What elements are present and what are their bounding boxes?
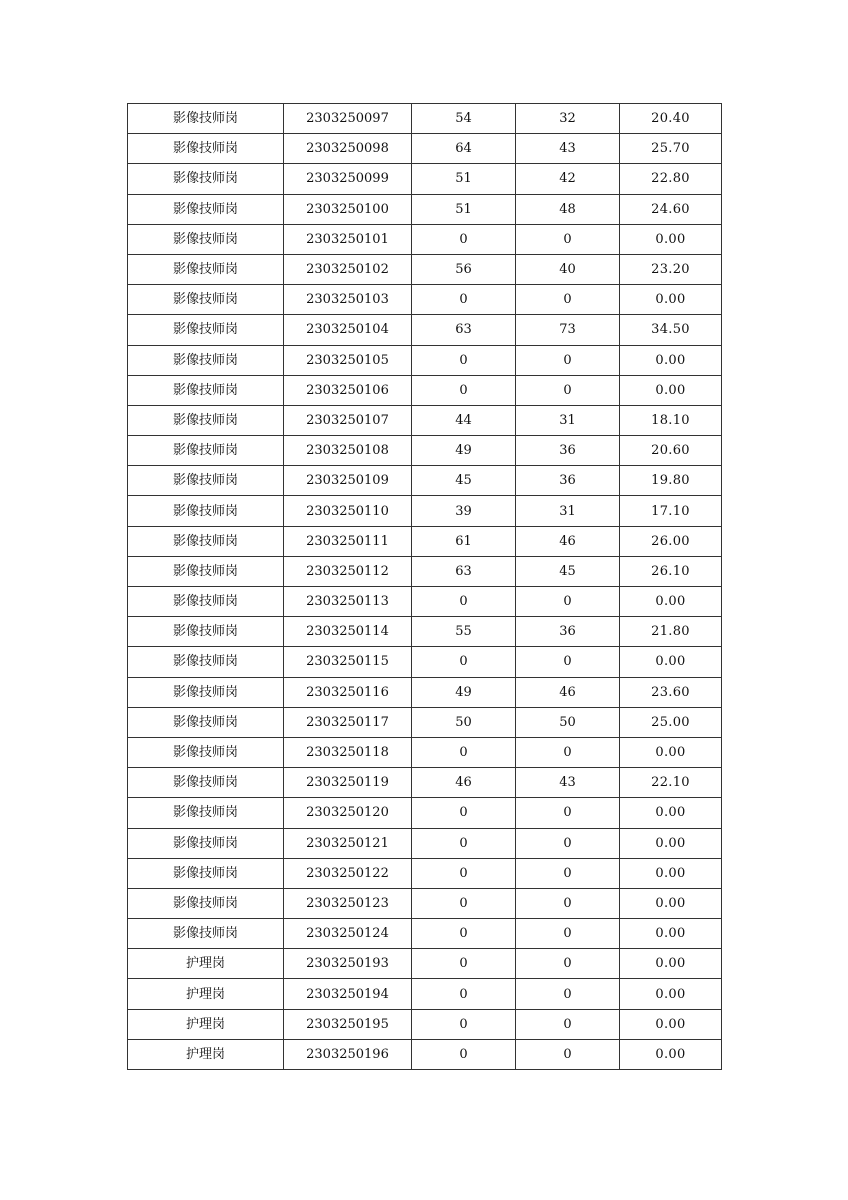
cell-candidate-id: 2303250122 bbox=[284, 858, 412, 888]
table-row bbox=[128, 1039, 722, 1069]
table-row bbox=[128, 526, 722, 556]
cell-candidate-id: 2303250100 bbox=[284, 194, 412, 224]
table-row bbox=[128, 737, 722, 767]
cell-score-a: 49 bbox=[412, 677, 516, 707]
table-row bbox=[128, 405, 722, 435]
cell-score-a: 0 bbox=[412, 798, 516, 828]
cell-candidate-id: 2303250106 bbox=[284, 375, 412, 405]
cell-score-b: 0 bbox=[516, 1039, 620, 1069]
cell-candidate-id: 2303250108 bbox=[284, 436, 412, 466]
cell-candidate-id: 2303250115 bbox=[284, 647, 412, 677]
cell-post: 影像技师岗 bbox=[128, 436, 284, 466]
cell-score-b: 36 bbox=[516, 436, 620, 466]
table-row bbox=[128, 979, 722, 1009]
table-row bbox=[128, 1009, 722, 1039]
table-row bbox=[128, 466, 722, 496]
cell-score-b: 48 bbox=[516, 194, 620, 224]
cell-total: 0.00 bbox=[620, 828, 722, 858]
table-row bbox=[128, 345, 722, 375]
cell-post: 影像技师岗 bbox=[128, 768, 284, 798]
table-row bbox=[128, 375, 722, 405]
cell-candidate-id: 2303250112 bbox=[284, 556, 412, 586]
cell-total: 25.00 bbox=[620, 707, 722, 737]
cell-total: 0.00 bbox=[620, 285, 722, 315]
cell-score-b: 0 bbox=[516, 919, 620, 949]
cell-post: 影像技师岗 bbox=[128, 345, 284, 375]
cell-score-b: 0 bbox=[516, 858, 620, 888]
cell-score-b: 0 bbox=[516, 828, 620, 858]
cell-score-a: 0 bbox=[412, 345, 516, 375]
cell-post: 影像技师岗 bbox=[128, 405, 284, 435]
cell-candidate-id: 2303250194 bbox=[284, 979, 412, 1009]
cell-score-a: 0 bbox=[412, 919, 516, 949]
table-row bbox=[128, 919, 722, 949]
table-row bbox=[128, 104, 722, 134]
table-row bbox=[128, 556, 722, 586]
cell-total: 0.00 bbox=[620, 224, 722, 254]
cell-candidate-id: 2303250104 bbox=[284, 315, 412, 345]
cell-post: 影像技师岗 bbox=[128, 254, 284, 284]
cell-post: 护理岗 bbox=[128, 1009, 284, 1039]
cell-post: 影像技师岗 bbox=[128, 134, 284, 164]
cell-score-b: 0 bbox=[516, 979, 620, 1009]
cell-post: 护理岗 bbox=[128, 949, 284, 979]
table-body bbox=[128, 104, 722, 1070]
cell-candidate-id: 2303250102 bbox=[284, 254, 412, 284]
cell-total: 21.80 bbox=[620, 617, 722, 647]
cell-total: 0.00 bbox=[620, 919, 722, 949]
cell-total: 0.00 bbox=[620, 1009, 722, 1039]
cell-score-b: 50 bbox=[516, 707, 620, 737]
cell-post: 影像技师岗 bbox=[128, 466, 284, 496]
cell-post: 影像技师岗 bbox=[128, 707, 284, 737]
cell-candidate-id: 2303250193 bbox=[284, 949, 412, 979]
cell-score-b: 36 bbox=[516, 466, 620, 496]
cell-candidate-id: 2303250196 bbox=[284, 1039, 412, 1069]
cell-total: 0.00 bbox=[620, 647, 722, 677]
table-row bbox=[128, 285, 722, 315]
cell-score-a: 55 bbox=[412, 617, 516, 647]
cell-score-a: 54 bbox=[412, 104, 516, 134]
cell-total: 0.00 bbox=[620, 858, 722, 888]
cell-post: 影像技师岗 bbox=[128, 164, 284, 194]
cell-score-a: 61 bbox=[412, 526, 516, 556]
cell-total: 0.00 bbox=[620, 888, 722, 918]
cell-candidate-id: 2303250105 bbox=[284, 345, 412, 375]
cell-score-b: 0 bbox=[516, 587, 620, 617]
cell-score-a: 45 bbox=[412, 466, 516, 496]
cell-post: 影像技师岗 bbox=[128, 526, 284, 556]
cell-score-b: 43 bbox=[516, 768, 620, 798]
table-row bbox=[128, 134, 722, 164]
cell-total: 24.60 bbox=[620, 194, 722, 224]
table-row bbox=[128, 949, 722, 979]
cell-post: 影像技师岗 bbox=[128, 104, 284, 134]
cell-total: 0.00 bbox=[620, 375, 722, 405]
cell-post: 影像技师岗 bbox=[128, 375, 284, 405]
cell-candidate-id: 2303250117 bbox=[284, 707, 412, 737]
cell-post: 影像技师岗 bbox=[128, 556, 284, 586]
cell-candidate-id: 2303250114 bbox=[284, 617, 412, 647]
cell-score-b: 0 bbox=[516, 888, 620, 918]
cell-candidate-id: 2303250116 bbox=[284, 677, 412, 707]
cell-score-b: 0 bbox=[516, 1009, 620, 1039]
cell-total: 0.00 bbox=[620, 737, 722, 767]
cell-total: 20.60 bbox=[620, 436, 722, 466]
cell-candidate-id: 2303250195 bbox=[284, 1009, 412, 1039]
cell-post: 影像技师岗 bbox=[128, 798, 284, 828]
table-row bbox=[128, 617, 722, 647]
cell-score-a: 0 bbox=[412, 375, 516, 405]
cell-total: 34.50 bbox=[620, 315, 722, 345]
cell-post: 影像技师岗 bbox=[128, 737, 284, 767]
cell-score-a: 50 bbox=[412, 707, 516, 737]
cell-post: 影像技师岗 bbox=[128, 677, 284, 707]
cell-total: 26.10 bbox=[620, 556, 722, 586]
cell-total: 17.10 bbox=[620, 496, 722, 526]
cell-score-b: 31 bbox=[516, 405, 620, 435]
cell-score-a: 0 bbox=[412, 828, 516, 858]
cell-score-b: 0 bbox=[516, 949, 620, 979]
cell-candidate-id: 2303250109 bbox=[284, 466, 412, 496]
cell-post: 影像技师岗 bbox=[128, 194, 284, 224]
cell-score-a: 0 bbox=[412, 587, 516, 617]
table-row bbox=[128, 677, 722, 707]
cell-candidate-id: 2303250121 bbox=[284, 828, 412, 858]
cell-score-b: 32 bbox=[516, 104, 620, 134]
cell-post: 影像技师岗 bbox=[128, 285, 284, 315]
table-row bbox=[128, 858, 722, 888]
cell-score-b: 73 bbox=[516, 315, 620, 345]
table-row bbox=[128, 254, 722, 284]
cell-post: 影像技师岗 bbox=[128, 647, 284, 677]
cell-post: 影像技师岗 bbox=[128, 224, 284, 254]
cell-score-b: 31 bbox=[516, 496, 620, 526]
cell-total: 22.80 bbox=[620, 164, 722, 194]
cell-score-a: 44 bbox=[412, 405, 516, 435]
table-row bbox=[128, 888, 722, 918]
cell-score-a: 63 bbox=[412, 556, 516, 586]
cell-candidate-id: 2303250110 bbox=[284, 496, 412, 526]
cell-score-b: 36 bbox=[516, 617, 620, 647]
table-row bbox=[128, 587, 722, 617]
cell-score-b: 43 bbox=[516, 134, 620, 164]
cell-total: 0.00 bbox=[620, 949, 722, 979]
cell-post: 护理岗 bbox=[128, 1039, 284, 1069]
cell-score-a: 51 bbox=[412, 164, 516, 194]
cell-total: 23.60 bbox=[620, 677, 722, 707]
cell-total: 0.00 bbox=[620, 587, 722, 617]
cell-score-a: 0 bbox=[412, 224, 516, 254]
cell-score-a: 0 bbox=[412, 737, 516, 767]
cell-score-b: 0 bbox=[516, 285, 620, 315]
cell-post: 影像技师岗 bbox=[128, 496, 284, 526]
cell-post: 影像技师岗 bbox=[128, 828, 284, 858]
cell-score-b: 45 bbox=[516, 556, 620, 586]
cell-total: 20.40 bbox=[620, 104, 722, 134]
cell-score-a: 39 bbox=[412, 496, 516, 526]
cell-score-b: 0 bbox=[516, 798, 620, 828]
cell-candidate-id: 2303250099 bbox=[284, 164, 412, 194]
table-row bbox=[128, 768, 722, 798]
cell-score-b: 40 bbox=[516, 254, 620, 284]
cell-score-b: 46 bbox=[516, 677, 620, 707]
cell-total: 23.20 bbox=[620, 254, 722, 284]
table-row bbox=[128, 828, 722, 858]
cell-total: 26.00 bbox=[620, 526, 722, 556]
table-row bbox=[128, 496, 722, 526]
cell-score-a: 46 bbox=[412, 768, 516, 798]
cell-post: 影像技师岗 bbox=[128, 587, 284, 617]
cell-score-a: 49 bbox=[412, 436, 516, 466]
cell-candidate-id: 2303250120 bbox=[284, 798, 412, 828]
cell-candidate-id: 2303250111 bbox=[284, 526, 412, 556]
cell-score-a: 64 bbox=[412, 134, 516, 164]
cell-total: 18.10 bbox=[620, 405, 722, 435]
cell-score-a: 0 bbox=[412, 858, 516, 888]
cell-score-b: 42 bbox=[516, 164, 620, 194]
cell-total: 25.70 bbox=[620, 134, 722, 164]
cell-score-b: 46 bbox=[516, 526, 620, 556]
cell-score-b: 0 bbox=[516, 375, 620, 405]
cell-candidate-id: 2303250123 bbox=[284, 888, 412, 918]
cell-post: 影像技师岗 bbox=[128, 617, 284, 647]
cell-score-b: 0 bbox=[516, 224, 620, 254]
cell-candidate-id: 2303250107 bbox=[284, 405, 412, 435]
cell-candidate-id: 2303250118 bbox=[284, 737, 412, 767]
cell-score-a: 0 bbox=[412, 285, 516, 315]
cell-total: 0.00 bbox=[620, 1039, 722, 1069]
cell-candidate-id: 2303250098 bbox=[284, 134, 412, 164]
cell-total: 22.10 bbox=[620, 768, 722, 798]
cell-total: 19.80 bbox=[620, 466, 722, 496]
table-row bbox=[128, 647, 722, 677]
cell-candidate-id: 2303250103 bbox=[284, 285, 412, 315]
cell-post: 护理岗 bbox=[128, 979, 284, 1009]
cell-post: 影像技师岗 bbox=[128, 919, 284, 949]
cell-score-a: 56 bbox=[412, 254, 516, 284]
cell-score-a: 0 bbox=[412, 888, 516, 918]
cell-score-a: 51 bbox=[412, 194, 516, 224]
cell-candidate-id: 2303250124 bbox=[284, 919, 412, 949]
cell-score-b: 0 bbox=[516, 647, 620, 677]
table-row bbox=[128, 224, 722, 254]
cell-score-a: 0 bbox=[412, 979, 516, 1009]
cell-candidate-id: 2303250097 bbox=[284, 104, 412, 134]
cell-score-b: 0 bbox=[516, 345, 620, 375]
table-row bbox=[128, 164, 722, 194]
cell-post: 影像技师岗 bbox=[128, 858, 284, 888]
cell-score-a: 0 bbox=[412, 1009, 516, 1039]
cell-score-b: 0 bbox=[516, 737, 620, 767]
cell-score-a: 0 bbox=[412, 1039, 516, 1069]
cell-candidate-id: 2303250113 bbox=[284, 587, 412, 617]
score-table bbox=[127, 103, 722, 1070]
cell-candidate-id: 2303250101 bbox=[284, 224, 412, 254]
table-row bbox=[128, 315, 722, 345]
table-row bbox=[128, 707, 722, 737]
cell-post: 影像技师岗 bbox=[128, 888, 284, 918]
cell-score-a: 0 bbox=[412, 647, 516, 677]
cell-total: 0.00 bbox=[620, 345, 722, 375]
table-row bbox=[128, 798, 722, 828]
table-row bbox=[128, 194, 722, 224]
cell-score-a: 0 bbox=[412, 949, 516, 979]
cell-score-a: 63 bbox=[412, 315, 516, 345]
table-row bbox=[128, 436, 722, 466]
cell-total: 0.00 bbox=[620, 979, 722, 1009]
cell-post: 影像技师岗 bbox=[128, 315, 284, 345]
cell-candidate-id: 2303250119 bbox=[284, 768, 412, 798]
cell-total: 0.00 bbox=[620, 798, 722, 828]
